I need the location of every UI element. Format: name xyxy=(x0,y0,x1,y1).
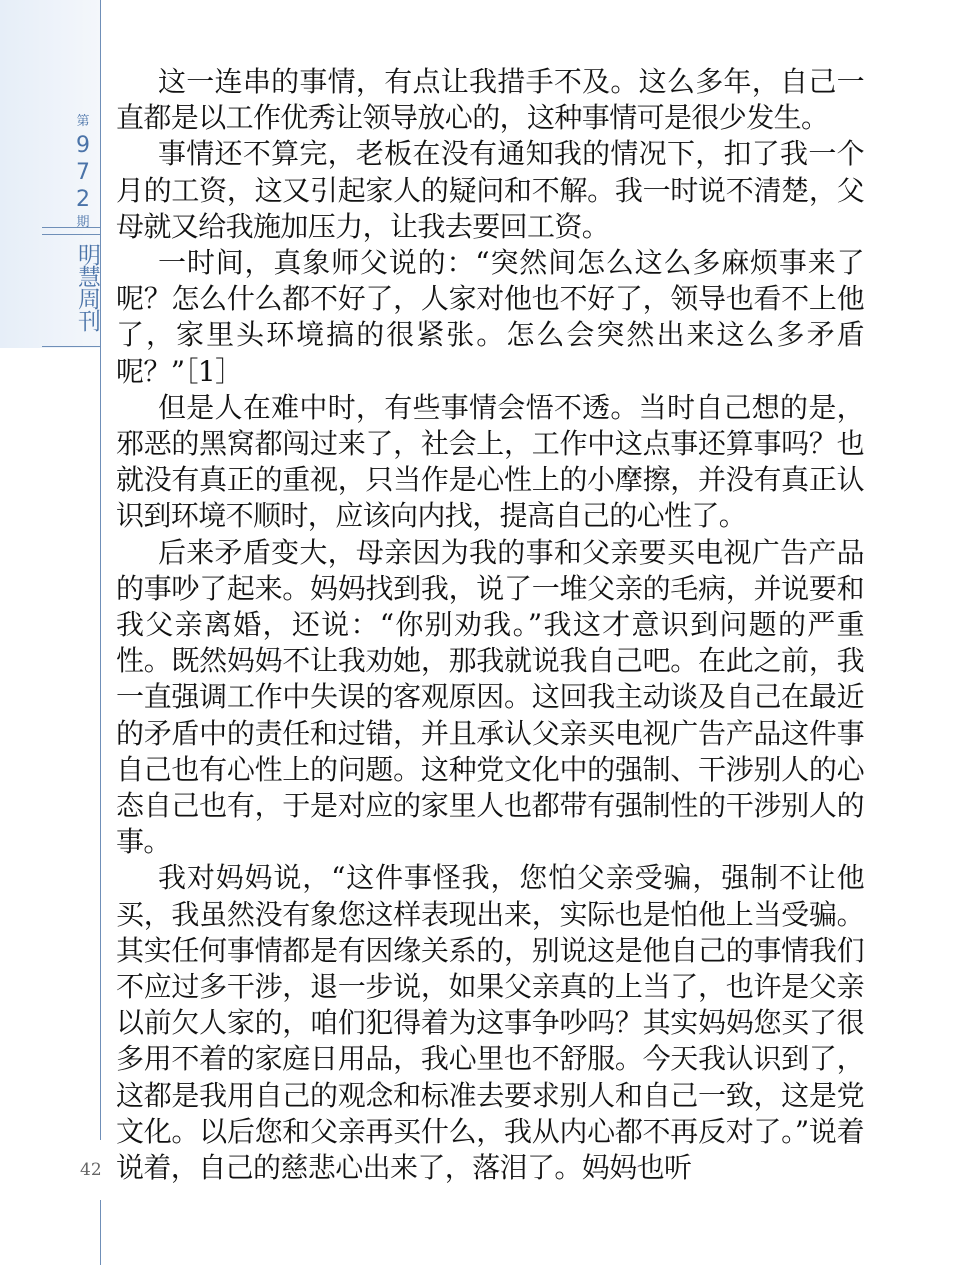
issue-digit: 9 xyxy=(76,133,90,158)
issue-number xyxy=(60,112,106,233)
magazine-title: 明慧周刊 xyxy=(74,243,100,331)
paragraph: 这一连串的事情，有点让我措手不及。这么多年，自己一直都是以工作优秀让领导放心的，这种事情可是很少发生。 xyxy=(116,65,864,135)
paragraph: 但是人在难中时，有些事情会悟不透。当时自己想的是，邪恶的黑窝都闯过来了，社会上，工作中这点事还算事吗？也就没有真正的重视，只当作是心性上的小摩擦，并没有真正认识到环境不顺时，应该向内找，提高自己的心性了。 xyxy=(116,390,864,533)
paragraph: 我对妈妈说，“这件事怪我，您怕父亲受骗，强制不让他买，我虽然没有象您这样表现出来，实际也是怕他上当受骗。其实任何事情都是有因缘关系的，别说这是他自己的事情我们不应过多干涉，退一步说，如果父亲真的上当了，也许是父亲以前欠人家的，咱们犯得着为这事争吵吗？其实妈妈您买了很多用不着的家庭日用品，我心里也不舒服。今天我认识到了，这都是我用自己的观念和标准去要求别人和自己一致，这是党文化。以后您和父亲再买什么，我从内心都不再反对了。”说着说着，自己的慈悲心出来了，落泪了。妈妈也听 xyxy=(116,861,864,1185)
issue-suffix: 期 xyxy=(76,215,90,230)
issue-digit: 7 xyxy=(76,160,90,185)
divider xyxy=(42,234,101,235)
page-number: 42 xyxy=(80,1160,102,1180)
paragraph: 事情还不算完，老板在没有通知我的情况下，扣了我一个月的工资，这又引起家人的疑问和不解。我一时说不清楚，父母就又给我施加压力，让我去要回工资。 xyxy=(116,137,864,243)
issue-prefix: 第 xyxy=(76,114,90,129)
paragraph: 后来矛盾变大，母亲因为我的事和父亲要买电视广告产品的事吵了起来。妈妈找到我，说了一堆父亲的毛病，并说要和我父亲离婚，还说：“你别劝我。”我这才意识到问题的严重性。既然妈妈不让我劝她，那我就说我自己吧。在此之前，我一直强调工作中失误的客观原因。这回我主动谈及自己在最近的矛盾中的责任和过错，并且承认父亲买电视广告产品这件事自己也有心性上的问题。这种党文化中的强制、干涉别人的心态自己也有，于是对应的家里人也都带有强制性的干涉别人的事。 xyxy=(116,535,864,859)
divider xyxy=(42,346,101,347)
paragraph: 一时间，真象师父说的：“突然间怎么这么多麻烦事来了呢？怎么什么都不好了，人家对他也不好了，领导也看不上他了，家里头环境搞的很紧张。怎么会突然出来这么多矛盾呢？”［1］ xyxy=(116,246,864,388)
issue-digit: 2 xyxy=(76,187,90,212)
article-body xyxy=(116,64,864,1186)
divider xyxy=(42,227,101,228)
